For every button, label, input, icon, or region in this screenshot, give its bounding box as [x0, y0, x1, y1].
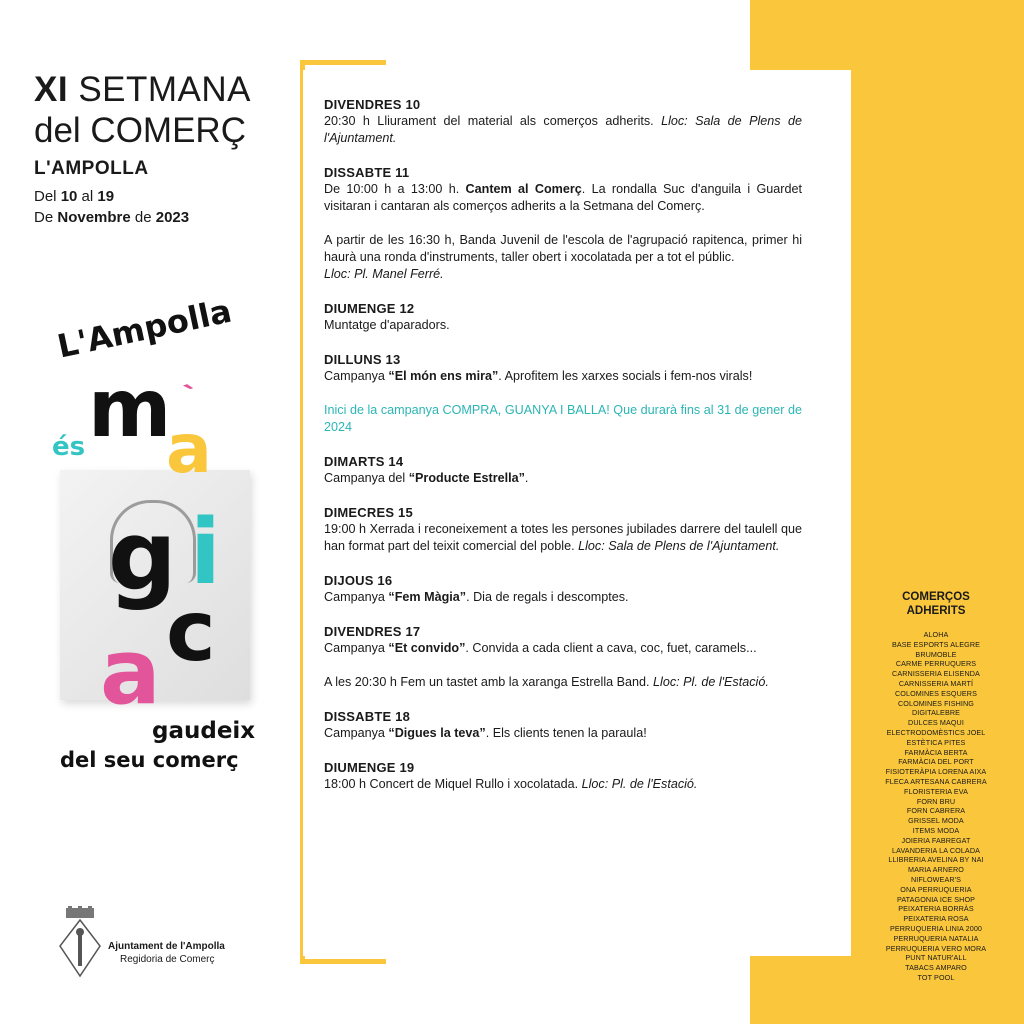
shop-item: TABACS AMPARO: [905, 963, 967, 973]
event-name: “Et convido”: [388, 641, 466, 655]
graphic-gaudeix: gaudeix: [152, 718, 256, 744]
location: Lloc: Pl. Manel Ferré.: [324, 267, 444, 281]
shop-item: PERRUQUERIA LINIA 2000: [889, 923, 983, 933]
date-al: al: [81, 188, 94, 205]
town-crest-icon: [58, 906, 102, 978]
text: . La rondalla Suc d'anguila i Guardet visitaran i cantaran als comerços adherits a la Setmana del Comerç.: [324, 182, 802, 213]
entry-text: [324, 181, 802, 215]
entry-text: [324, 113, 802, 147]
day-heading: DISSABTE 18: [324, 709, 411, 724]
text: Campanya: [324, 641, 389, 655]
text: .: [524, 471, 529, 485]
date-month: Novembre: [57, 209, 131, 226]
magic-graphic: [40, 291, 290, 790]
shop-item: FISIOTERÀPIA LORENA AIXA: [885, 767, 987, 777]
shop-item: FARMÀCIA DEL PORT: [898, 757, 974, 767]
shop-item: PEIXATERIA ROSA: [903, 914, 969, 924]
graphic-letter-a-pink: a: [100, 620, 161, 725]
shop-item: ESTÈTICA PITES: [906, 737, 966, 747]
graphic-del-seu-comerc: del seu comerç: [60, 748, 239, 772]
entry-text: [324, 589, 802, 606]
date-to: 19: [97, 188, 115, 205]
shop-item: LAVANDERIA LA COLADA: [891, 845, 980, 855]
shops-title-line2: ADHERITS: [906, 605, 966, 617]
page-title: [34, 70, 284, 110]
shop-item: ITEMS MODA: [912, 825, 960, 835]
shop-item: ONA PERRUQUERIA: [900, 884, 972, 894]
shop-item: CARME PERRUQUERS: [895, 659, 977, 669]
title-subline: del COMERÇ: [34, 111, 246, 150]
footer-regidoria: Regidoria de Comerç: [120, 954, 215, 965]
schedule-entry: [324, 504, 802, 555]
entry-text: [324, 674, 802, 691]
schedule-entry: [324, 572, 802, 606]
shop-item: MARIA ARNERO: [908, 865, 964, 875]
schedule-entry: [324, 623, 802, 691]
shop-item: BRUMOBLE: [915, 649, 957, 659]
graphic-letter-m: m: [88, 362, 172, 455]
date-del: Del: [34, 188, 57, 205]
text: 19:00 h Xerrada i reconeixement a totes les persones jubilades darrere del taulell que han format part del teixit comercial del poble.: [324, 522, 802, 553]
text: 20:30 h Lliurament del material als comerços adherits.: [324, 114, 662, 128]
shop-item: DIGITALEBRE: [911, 708, 961, 718]
schedule-entry: [324, 96, 802, 147]
date-range: [34, 186, 284, 228]
shop-item: COLOMINES FISHING: [898, 698, 974, 708]
day-heading: DIMARTS 14: [324, 454, 404, 469]
day-heading: DIVENDRES 10: [324, 97, 421, 112]
text: . Aprofitem les xarxes socials i fem-nos virals!: [498, 369, 753, 383]
entry-text: [324, 470, 802, 487]
shop-item: DULCES MAQUI: [908, 718, 964, 728]
text: De 10:00 h a 13:00 h.: [324, 182, 466, 196]
campaign-notice: Inici de la campanya COMPRA, GUANYA I BALLA! Que durarà fins al 31 de gener de 2024: [324, 403, 802, 434]
event-name: “Digues la teva”: [388, 726, 486, 740]
text: A les 20:30 h Fem un tastet amb la xaranga Estrella Band.: [324, 675, 654, 689]
shop-item: FARMÀCIA BERTA: [904, 747, 968, 757]
entry-text: [324, 725, 802, 742]
day-heading: DIUMENGE 19: [324, 760, 415, 775]
date-year: 2023: [155, 209, 190, 226]
text: Campanya: [324, 590, 389, 604]
day-heading: DILLUNS 13: [324, 352, 401, 367]
shop-item: CARNISSERIA MARTÍ: [898, 678, 974, 688]
date-from: 10: [60, 188, 78, 205]
shop-item: FORN BRU: [916, 796, 956, 806]
footer-ajuntament: Ajuntament de l'Ampolla: [108, 941, 225, 952]
event-name: “Fem Màgia”: [388, 590, 467, 604]
text: 18:00 h Concert de Miquel Rullo i xocolatada.: [324, 777, 582, 791]
town-name: L'AMPOLLA: [34, 158, 149, 179]
text: Campanya: [324, 369, 389, 383]
schedule-entry: [324, 351, 802, 436]
graphic-ampolla: L'Ampolla: [54, 291, 235, 366]
day-heading: DIJOUS 16: [324, 573, 393, 588]
shop-item: PERRUQUERIA VERO MORA: [885, 943, 987, 953]
schedule-entry: [324, 453, 802, 487]
shop-item: LLIBRERIA AVELINA BY NAI: [888, 855, 984, 865]
shops-title-line1: COMERÇOS: [902, 591, 970, 603]
shop-item: PEIXATERIA BORRÀS: [898, 904, 974, 914]
location: Lloc: Pl. de l'Estació.: [653, 675, 769, 689]
graphic-es: és: [52, 432, 86, 462]
text: Campanya del: [324, 471, 409, 485]
shop-item: FLORISTERIA EVA: [903, 786, 969, 796]
day-heading: DIMECRES 15: [324, 505, 413, 520]
entry-text: [324, 521, 802, 555]
text: . Els clients tenen la paraula!: [485, 726, 647, 740]
shop-item: COLOMINES ESQUERS: [895, 688, 977, 698]
schedule-entry: [324, 164, 802, 283]
entry-text: [324, 232, 802, 283]
shop-item: PUNT NATUR'ALL: [905, 953, 967, 963]
shop-item: FLECA ARTESANA CABRERA: [885, 776, 987, 786]
entry-text: [324, 640, 802, 657]
shop-item: PERRUQUERIA NATALIA: [893, 933, 979, 943]
day-heading: DIVENDRES 17: [324, 624, 421, 639]
schedule: [324, 96, 802, 810]
shop-item: CARNISSERIA ELISENDA: [892, 669, 980, 679]
location: Lloc: Pl. de l'Estació.: [581, 777, 698, 791]
entry-text: Muntatge d'aparadors.: [324, 318, 450, 332]
entry-text: [324, 368, 802, 385]
shop-item: NIFLOWEAR'S: [911, 874, 961, 884]
shop-item: ALOHA: [923, 630, 949, 639]
event-name: “Producte Estrella”: [408, 471, 525, 485]
title-numeral: XI: [34, 70, 69, 109]
date-de: De: [34, 209, 54, 226]
shop-item: BASE ESPORTS ALEGRE: [891, 639, 981, 649]
shop-item: GRISSEL MODA: [908, 816, 964, 826]
location: Lloc: Sala de Plens de l'Ajuntament.: [578, 539, 780, 553]
shop-list: [880, 630, 992, 983]
graphic-letter-i: i: [190, 500, 221, 605]
shops-title: [880, 590, 992, 618]
date-de2: de: [134, 209, 152, 226]
title-word: SETMANA: [78, 70, 252, 109]
schedule-entry: [324, 759, 802, 793]
event-name: Cantem al Comerç: [465, 182, 582, 196]
graphic-letter-g: g: [108, 500, 177, 612]
location: Lloc: Sala de Plens de l'Ajuntament.: [324, 114, 802, 145]
text: . Dia de regals i descomptes.: [466, 590, 629, 604]
schedule-entry: [324, 300, 802, 334]
day-heading: DISSABTE 11: [324, 165, 410, 180]
shop-item: PATAGONIA ICE SHOP: [896, 894, 976, 904]
shop-item: TOT POOL: [917, 972, 955, 982]
title-block: [34, 70, 284, 228]
event-name: “El món ens mira”: [388, 369, 499, 383]
graphic-letter-c: c: [166, 582, 216, 680]
shop-item: ELECTRODOMÈSTICS JOEL: [886, 727, 986, 737]
text: A partir de les 16:30 h, Banda Juvenil de l'escola de l'agrupació rapitenca, primer hi haurà una ronda d'instruments, taller obert i xocolatada per a tot el públic.: [324, 233, 802, 264]
participating-shops: [880, 590, 992, 983]
text: Campanya: [324, 726, 389, 740]
graphic-accent: `: [179, 376, 209, 418]
entry-text: [324, 776, 802, 793]
shop-item: FORN CABRERA: [906, 806, 966, 816]
graphic-letter-a: a: [166, 410, 212, 489]
footer-credit: [108, 940, 225, 966]
day-heading: DIUMENGE 12: [324, 301, 415, 316]
shop-item: JOIERIA FABREGAT: [901, 835, 971, 845]
text: . Convida a cada client a cava, coc, fuet, caramels...: [465, 641, 757, 655]
schedule-entry: [324, 708, 802, 742]
